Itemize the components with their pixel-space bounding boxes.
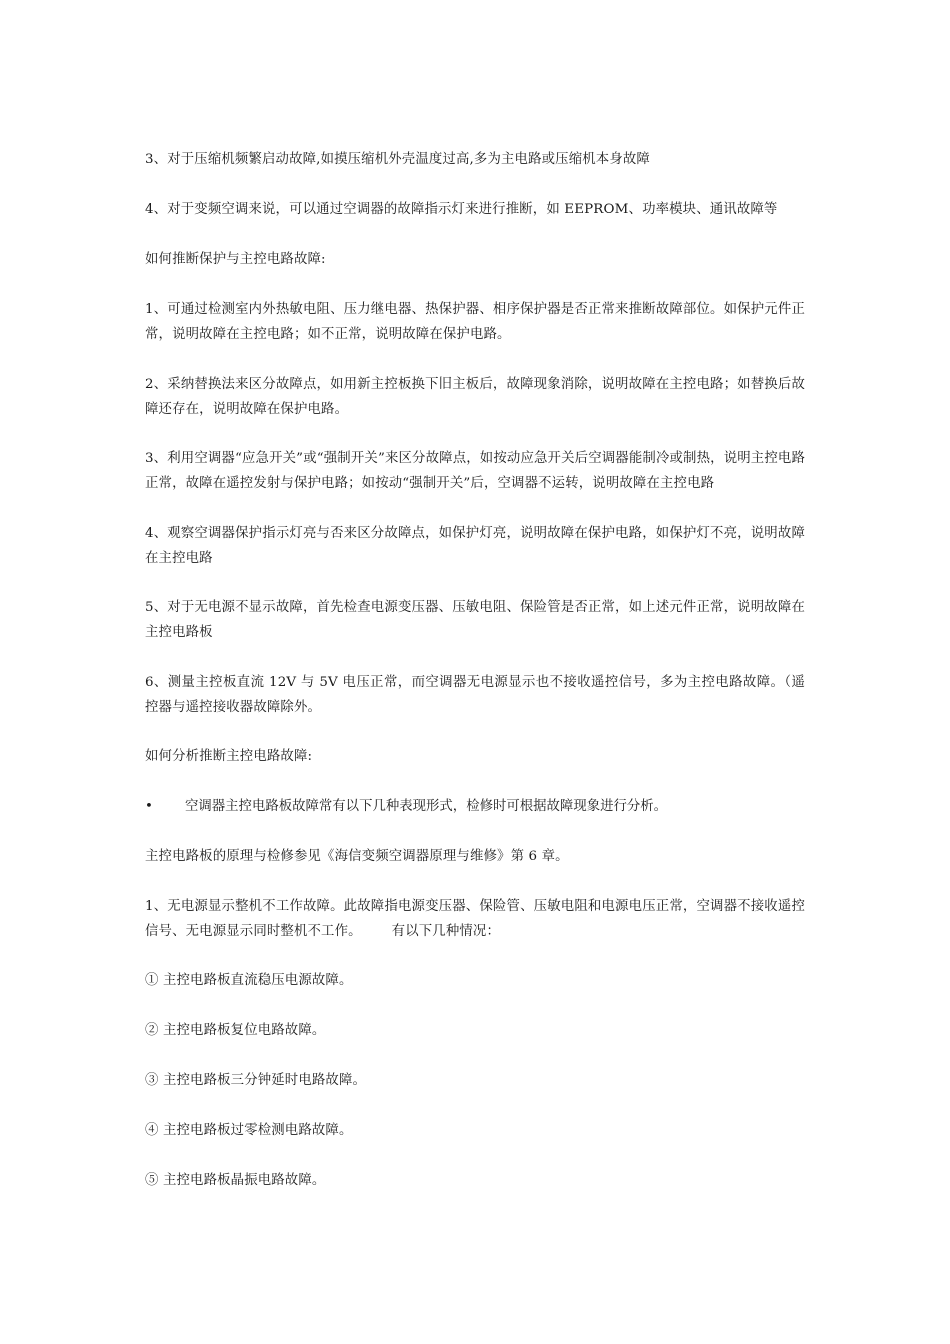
- case-item-3: ③ 主控电路板三分钟延时电路故障。: [145, 1073, 367, 1088]
- bullet-icon: •: [145, 799, 153, 814]
- case-item-1: ① 主控电路板直流稳压电源故障。: [145, 973, 353, 988]
- bullet-text: 空调器主控电路板故障常有以下几种表现形式，检修时可根据故障现象进行分析。: [185, 799, 668, 814]
- no-power-description: 1、无电源显示整机不工作故障。此故障指电源变压器、保险管、压敏电阻和电源电压正常，空调器不接收遥控信号、无电源显示同时整机不工作。: [145, 898, 805, 939]
- document-body: [145, 147, 805, 1218]
- case-item-5: ⑤ 主控电路板晶振电路故障。: [145, 1173, 326, 1188]
- paragraph-inverter-indicator: 4、对于变频空调来说，可以通过空调器的故障指示灯来进行推断，如 EEPROM、功率模块、通讯故障等: [145, 202, 778, 217]
- paragraph-method-5: 5、对于无电源不显示故障，首先检查电源变压器、压敏电阻、保险管是否正常，如上述元件正常，说明故障在主控电路板: [145, 600, 805, 640]
- heading-protection-vs-main: 如何推断保护与主控电路故障:: [145, 252, 326, 267]
- paragraph-no-power-fault: [145, 894, 805, 944]
- paragraph-method-6: 6、测量主控板直流 12V 与 5V 电压正常，而空调器无电源显示也不接收遥控信号，多为主控电路故障。（遥控器与遥控接收器故障除外。: [145, 674, 805, 715]
- bullet-item: [145, 794, 805, 819]
- paragraph-method-1: 1、可通过检测室内外热敏电阻、压力继电器、热保护器、相序保护器是否正常来推断故障部位。如保护元件正常，说明故障在主控电路；如不正常，说明故障在保护电路。: [145, 302, 805, 342]
- paragraph-compressor-fault: 3、对于压缩机频繁启动故障,如摸压缩机外壳温度过高,多为主电路或压缩机本身故障: [145, 152, 650, 167]
- case-item-4: ④ 主控电路板过零检测电路故障。: [145, 1123, 353, 1138]
- paragraph-reference: 主控电路板的原理与检修参见《海信变频空调器原理与维修》第 6 章。: [145, 848, 569, 864]
- paragraph-method-3: 3、利用空调器“应急开关”或“强制开关”来区分故障点，如按动应急开关后空调器能制冷或制热，说明主控电路正常，故障在遥控发射与保护电路；如按动“强制开关”后，空调器不运转，说明故障在主控电路: [145, 451, 805, 491]
- no-power-cases-intro: 有以下几种情况：: [391, 923, 500, 939]
- case-item-2: ② 主控电路板复位电路故障。: [145, 1023, 326, 1038]
- paragraph-method-2: 2、采纳替换法来区分故障点，如用新主控板换下旧主板后，故障现象消除，说明故障在主控电路；如替换后故障还存在，说明故障在保护电路。: [145, 376, 805, 417]
- heading-main-control-analysis: 如何分析推断主控电路故障:: [145, 749, 313, 764]
- paragraph-method-4: 4、观察空调器保护指示灯亮与否来区分故障点，如保护灯亮，说明故障在保护电路，如保护灯不亮，说明故障在主控电路: [145, 525, 805, 566]
